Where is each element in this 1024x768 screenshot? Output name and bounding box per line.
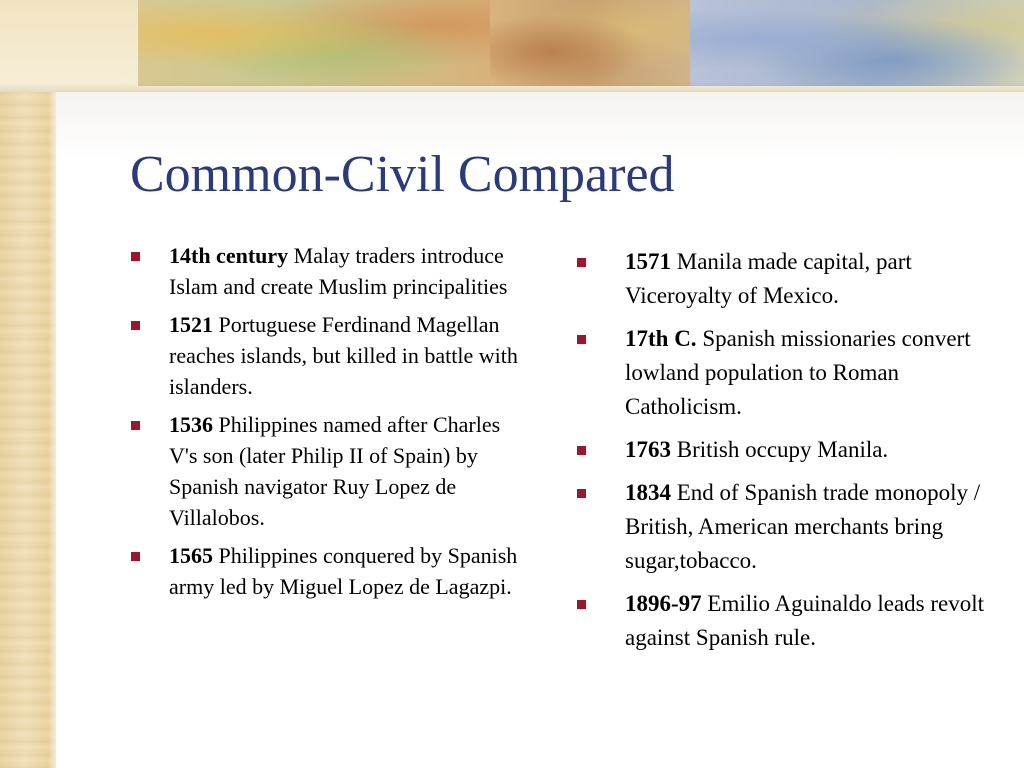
parchment-strip — [0, 0, 56, 768]
bullet-date: 1834 — [625, 480, 671, 505]
right-bullet-list — [576, 245, 988, 664]
bullet-item — [130, 540, 525, 602]
square-bullet-icon — [577, 489, 586, 498]
bullet-text: Emilio Aguinaldo leads revolt against Spanish rule. — [625, 591, 985, 650]
bullet-text: Philippines conquered by Spanish army led by Miguel Lopez de Lagazpi. — [169, 543, 518, 599]
bullet-item — [130, 309, 525, 402]
square-bullet-icon — [577, 446, 586, 455]
slide-title: Common-Civil Compared — [130, 146, 675, 203]
left-bullet-list — [130, 240, 525, 609]
square-bullet-icon — [577, 258, 586, 267]
bullet-item — [576, 587, 988, 655]
banner-artwork-blue — [690, 0, 1024, 86]
bullet-text: Portuguese Ferdinand Magellan reaches islands, but killed in battle with islanders. — [169, 312, 518, 399]
bullet-text: Manila made capital, part Viceroyalty of Mexico. — [625, 249, 912, 308]
square-bullet-icon — [131, 252, 140, 261]
bullet-text: End of Spanish trade monopoly / British, American merchants bring sugar,tobacco. — [625, 480, 981, 573]
bullet-text: Malay traders introduce Islam and create Muslim principalities — [169, 243, 508, 299]
bullet-text: Spanish missionaries convert lowland population to Roman Catholicism. — [625, 326, 971, 419]
bullet-date: 1571 — [625, 249, 671, 274]
banner-artwork-warm — [490, 0, 690, 86]
bullet-date: 1521 — [169, 312, 213, 337]
square-bullet-icon — [577, 600, 586, 609]
bullet-date: 1536 — [169, 412, 213, 437]
square-bullet-icon — [577, 335, 586, 344]
bullet-date: 14th century — [169, 243, 289, 268]
bullet-item — [576, 245, 988, 313]
banner-shadow — [0, 82, 1024, 92]
bullet-date: 1565 — [169, 543, 213, 568]
bullet-item — [576, 476, 988, 578]
banner-artwork-leaves — [138, 0, 490, 86]
bullet-date: 1763 — [625, 437, 671, 462]
bullet-item — [130, 409, 525, 533]
bullet-item — [130, 240, 525, 302]
bullet-text: British occupy Manila. — [671, 437, 889, 462]
bullet-item — [576, 433, 988, 467]
bullet-date: 17th C. — [625, 326, 697, 351]
bullet-date: 1896-97 — [625, 591, 702, 616]
square-bullet-icon — [131, 421, 140, 430]
square-bullet-icon — [131, 552, 140, 561]
square-bullet-icon — [131, 321, 140, 330]
decorative-banner — [0, 0, 1024, 92]
bullet-text: Philippines named after Charles V's son (later Philip II of Spain) by Spanish navigator Ruy Lopez de Villalobos. — [169, 412, 501, 530]
bullet-item — [576, 322, 988, 424]
